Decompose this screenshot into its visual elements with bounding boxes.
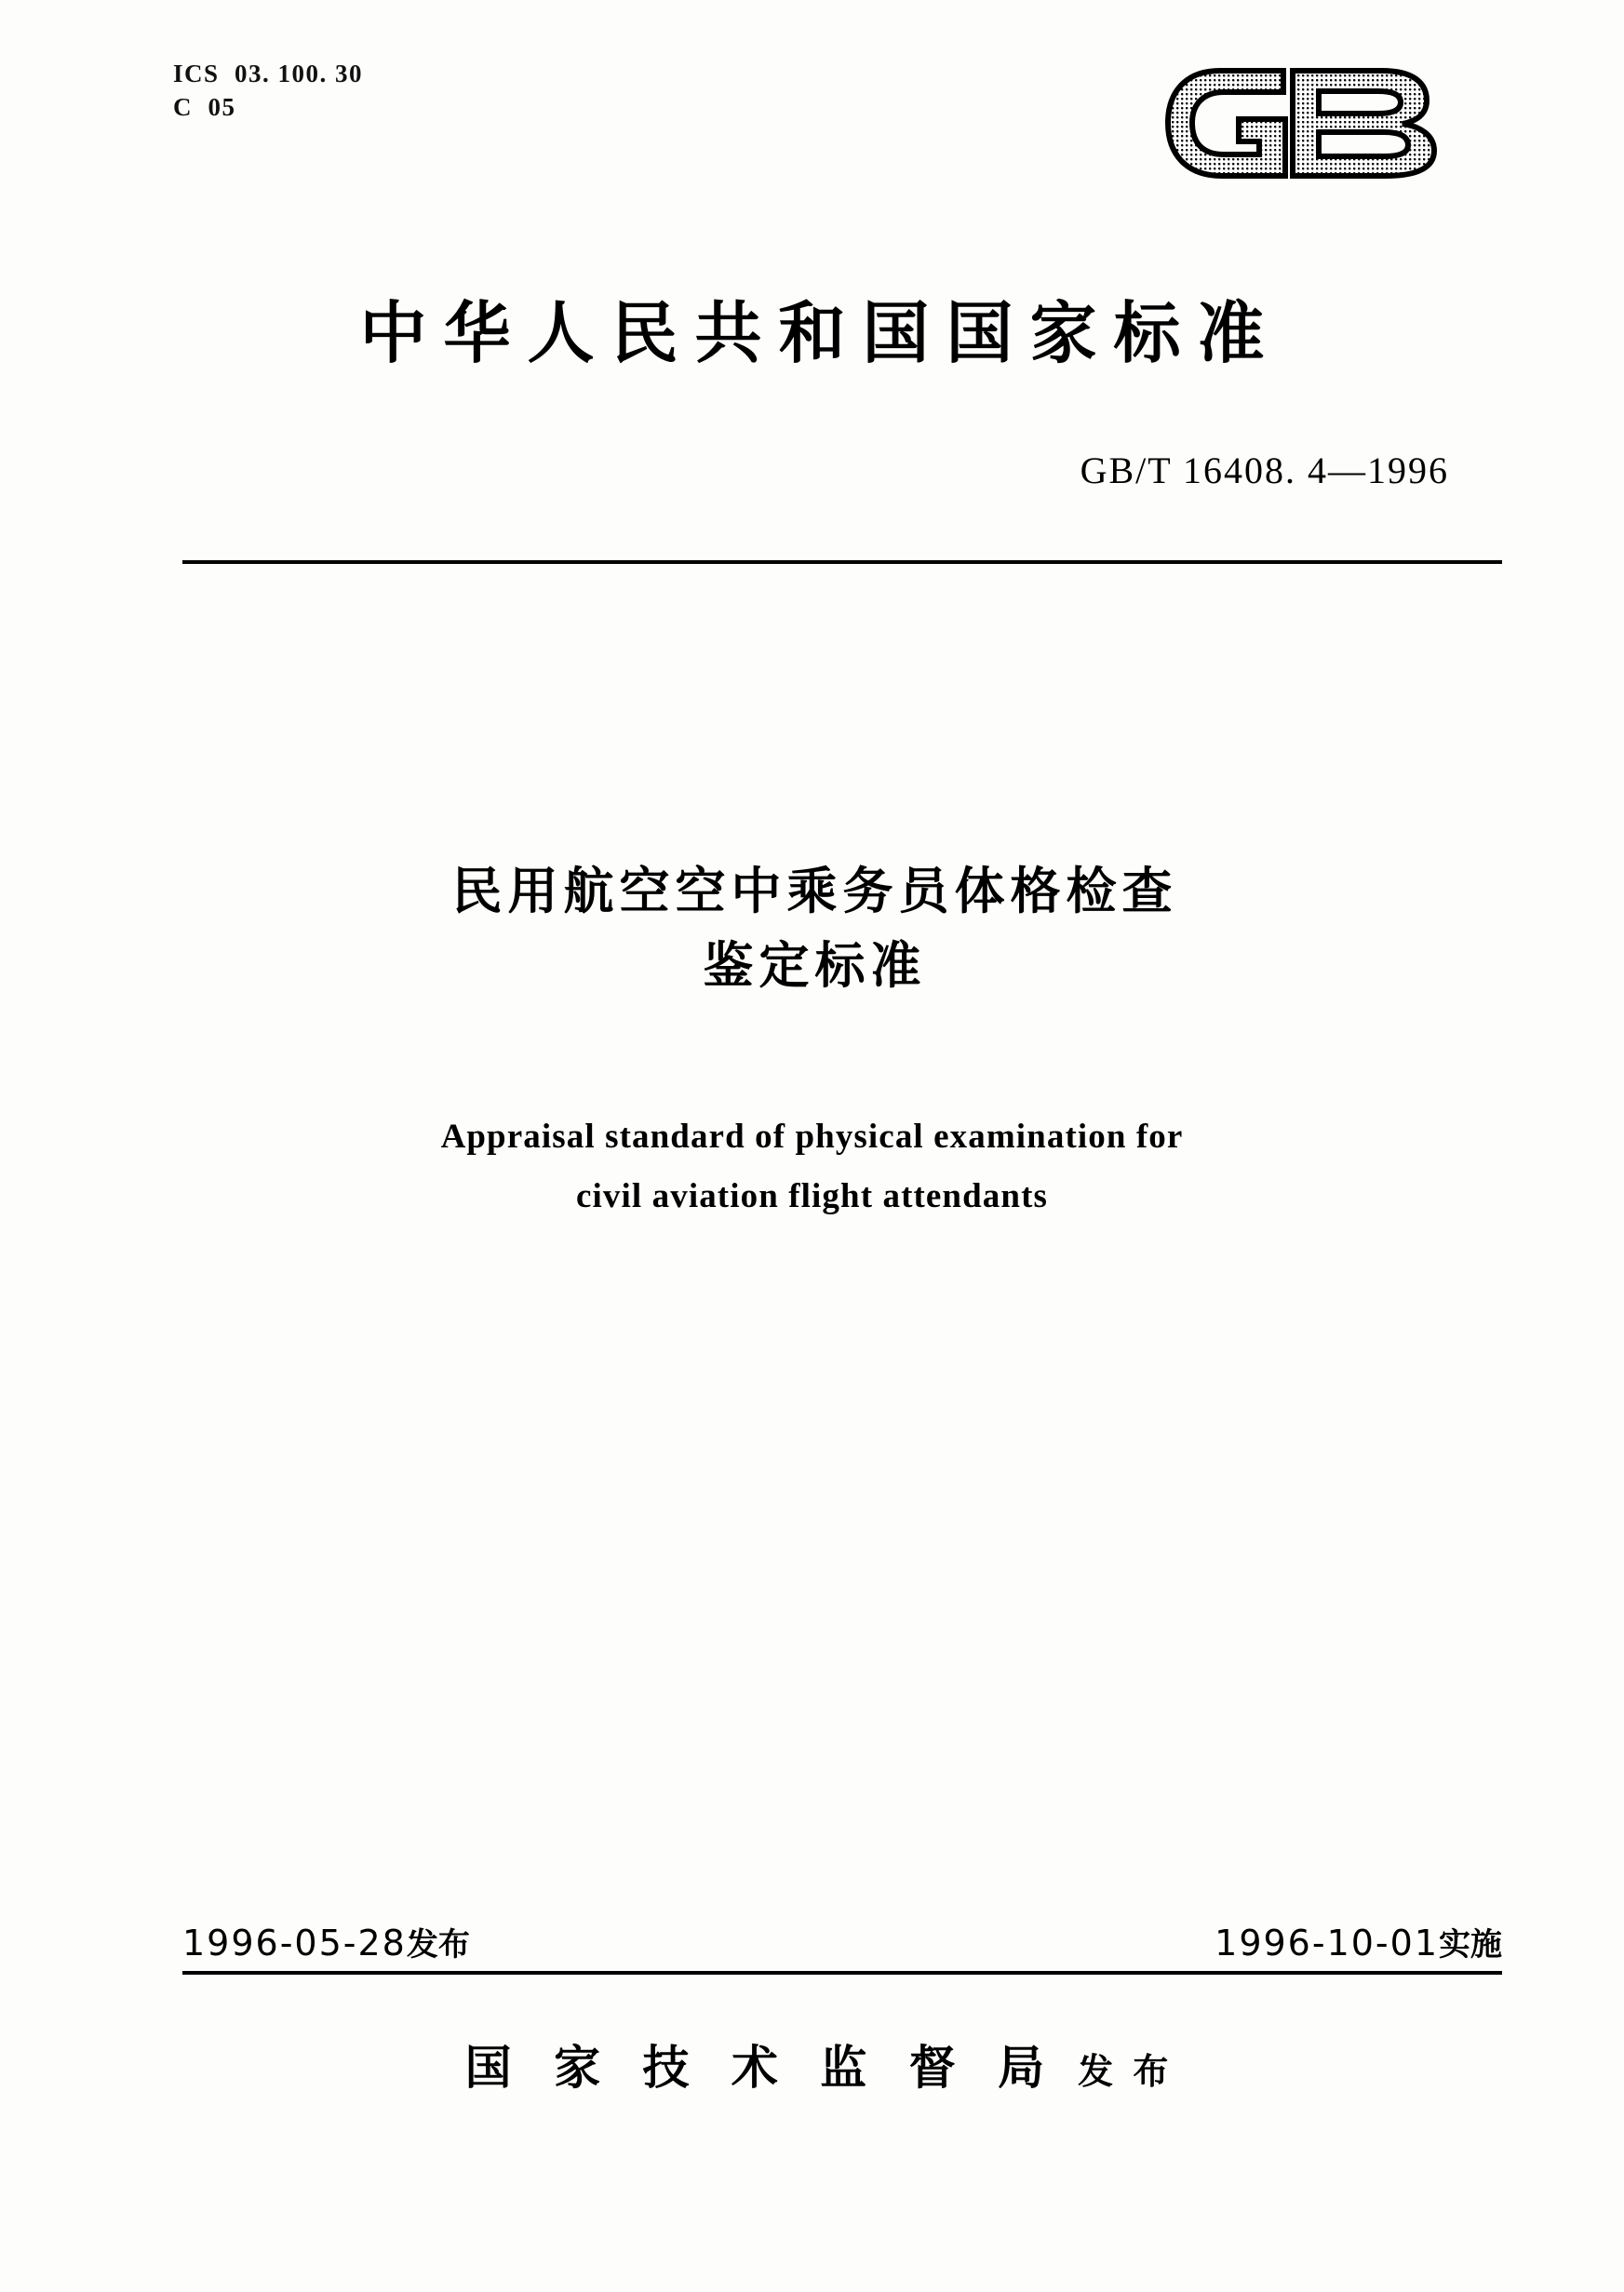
national-standard-title: 中华人民共和国国家标准 [359,294,1282,372]
dates-row [182,1919,1502,1964]
document-title-cn-line1: 民用航空空中乘务员体格检查 [451,862,1178,920]
issue-date-suffix: 发布 [406,1926,470,1964]
effective-date-group [1215,1919,1502,1964]
issue-date-group [182,1919,470,1964]
ics-code-line: ICS 03. 100. 30 [173,60,364,87]
document-title-en-line2: civil aviation flight attendants [576,1176,1048,1215]
document-title-en-line1: Appraisal standard of physical examination for [440,1118,1184,1156]
gb-logo-icon [1162,65,1442,181]
ccs-code-line: C 05 [173,92,236,121]
standard-number: GB/T 16408. 4—1996 [1080,449,1449,491]
issuing-authority [0,2031,1624,2098]
effective-date: 1996-10-01 [1215,1923,1439,1964]
ics-classification [173,58,363,124]
effective-date-suffix: 实施 [1439,1926,1502,1964]
document-title-cn-line2: 鉴定标准 [703,935,927,995]
footer-divider [182,1971,1502,1975]
document-title-cn [0,854,1624,1003]
document-title-en [0,1107,1624,1226]
issue-date: 1996-05-28 [182,1923,407,1964]
issuing-authority-action: 发 布 [1078,2051,1173,2092]
header-divider [182,560,1502,564]
issuing-authority-name: 国 家 技 术 监 督 局 [464,2041,1058,2095]
